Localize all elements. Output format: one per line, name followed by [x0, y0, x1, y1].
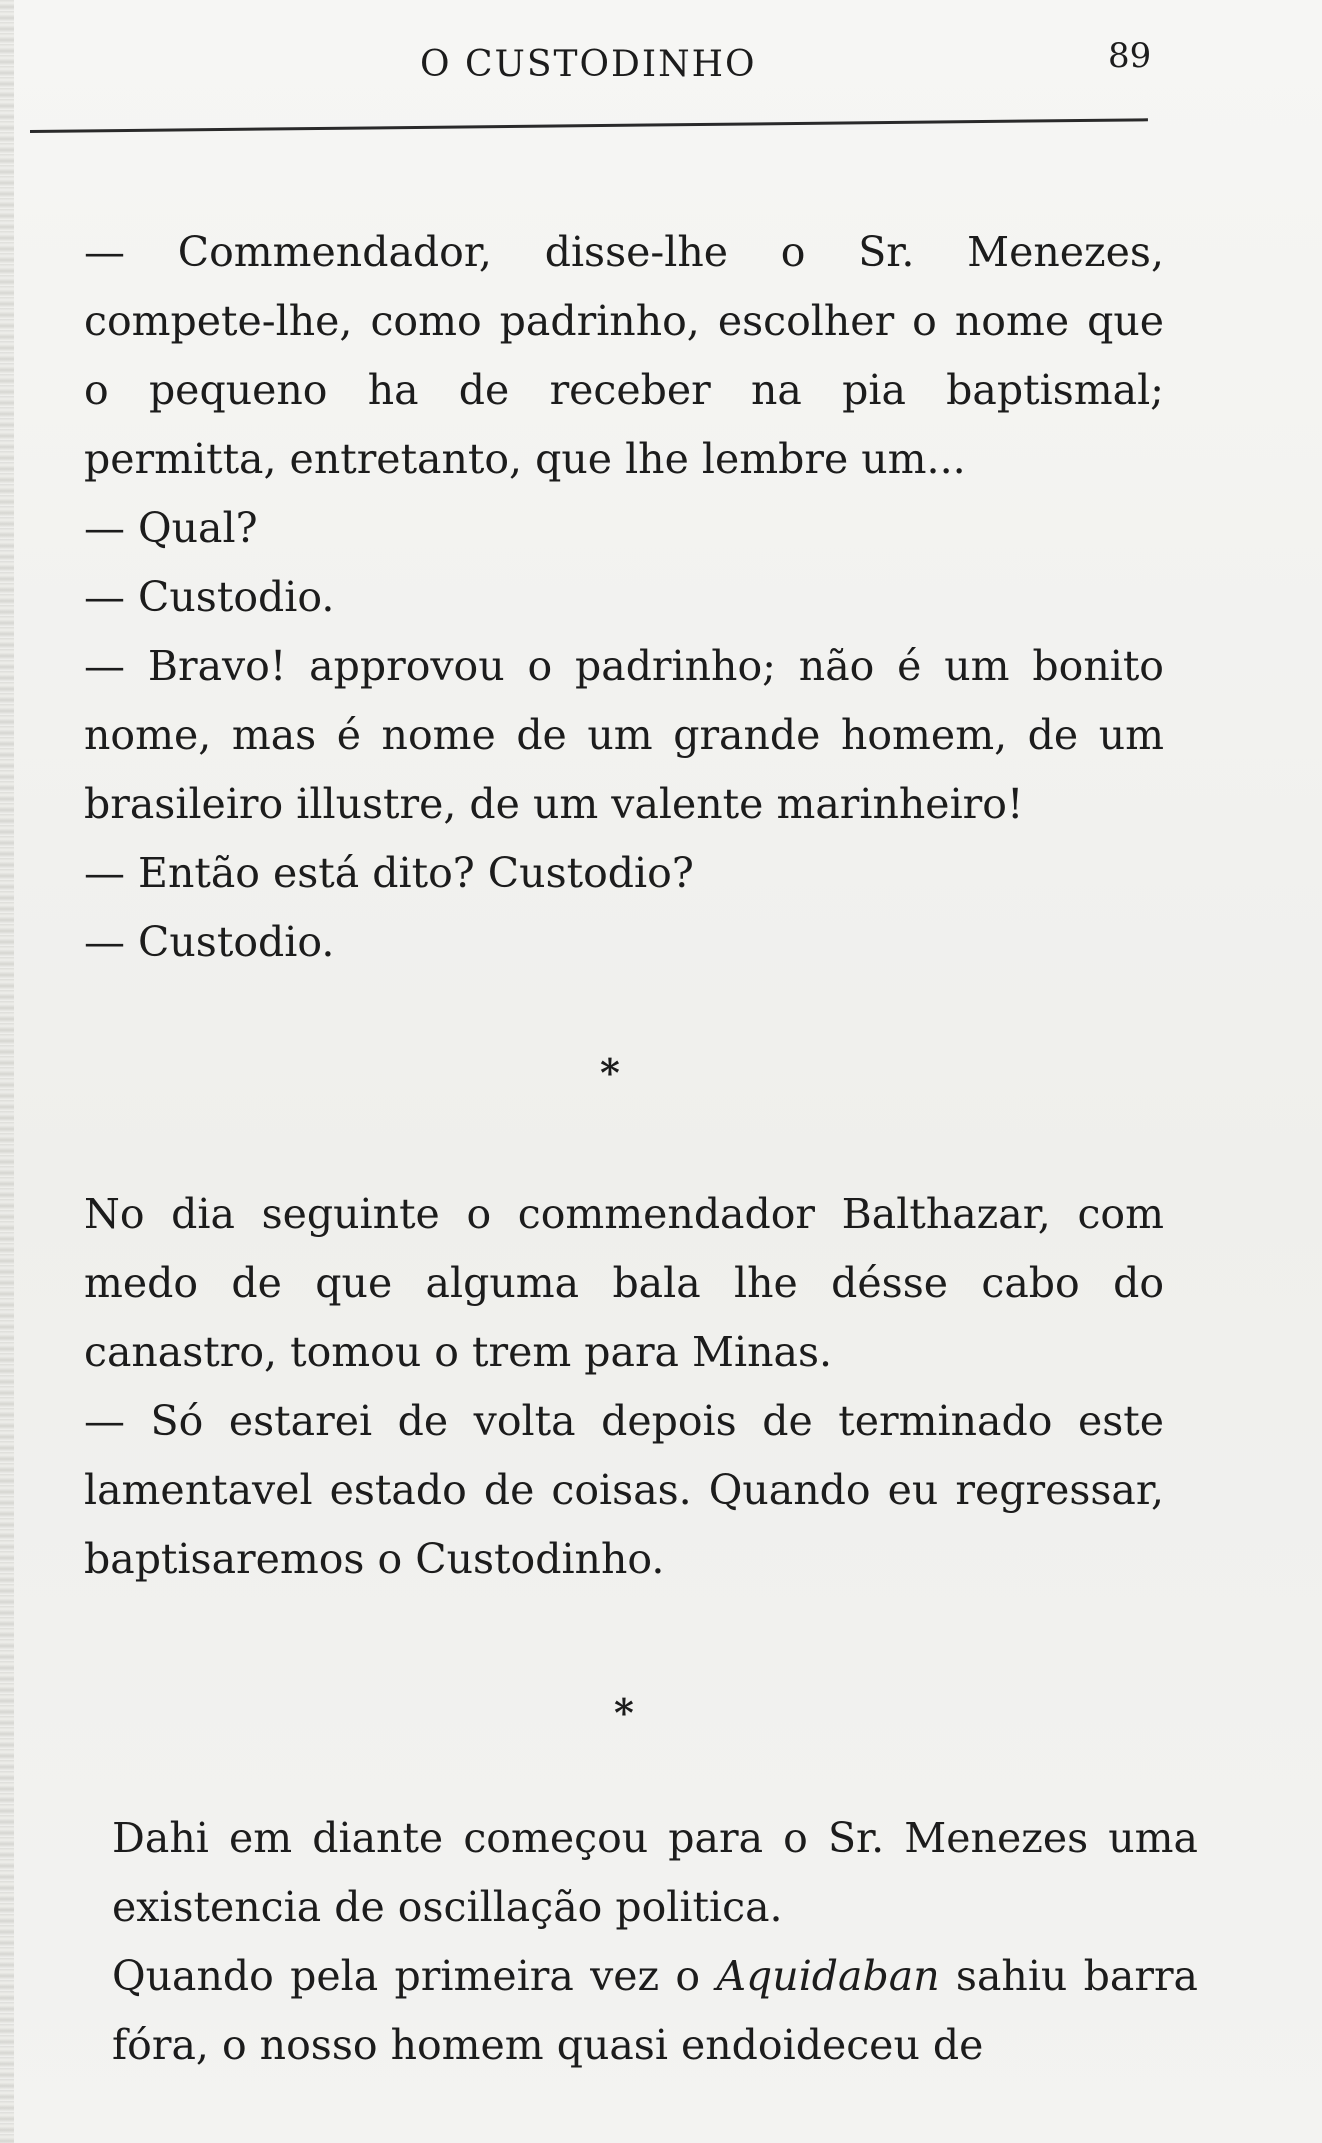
- paragraph: Dahi em diante começou para o Sr. Menezes uma existencia de oscillação politica.: [112, 1814, 1198, 1931]
- paragraph: — Custodio.: [84, 918, 335, 966]
- ship-name: Aquidaban: [716, 1952, 940, 2000]
- closing-section: [62, 1804, 1198, 2080]
- running-head: O CUSTODINHO: [420, 44, 757, 85]
- dialogue-section: [34, 218, 1164, 977]
- paragraph-start: Quando pela primeira vez o: [112, 1952, 717, 2000]
- narrative-section: [34, 1180, 1164, 1594]
- paragraph: — Só estarei de volta depois de terminado este lamentavel estado de coisas. Quando eu regressar, baptisaremos o Custodinho.: [84, 1397, 1164, 1583]
- header-rule: [30, 118, 1148, 133]
- paragraph: No dia seguinte o commendador Balthazar, com medo de que alguma bala lhe désse cabo do canastro, tomou o trem para Minas.: [84, 1190, 1164, 1376]
- paragraph-end: sahiu barra fóra, o nosso homem quasi endoideceu de: [112, 1952, 1198, 2069]
- paragraph: [62, 1942, 1198, 2080]
- paragraph: — Custodio.: [84, 573, 335, 621]
- paragraph: — Então está dito? Custodio?: [84, 849, 694, 897]
- section-separator: *: [614, 1690, 634, 1735]
- paragraph: — Qual?: [84, 504, 258, 552]
- paragraph: — Commendador, disse-lhe o Sr. Menezes, compete-lhe, como padrinho, escolher o nome que o pequeno ha de receber na pia baptismal; permitta, entretanto, que lhe lembre um...: [84, 228, 1164, 483]
- page-number: 89: [1108, 36, 1152, 76]
- paragraph: — Bravo! approvou o padrinho; não é um bonito nome, mas é nome de um grande homem, de um brasileiro illustre, de um valente marinheiro!: [84, 642, 1164, 828]
- page-edge: [0, 0, 14, 2143]
- section-separator: *: [600, 1050, 620, 1095]
